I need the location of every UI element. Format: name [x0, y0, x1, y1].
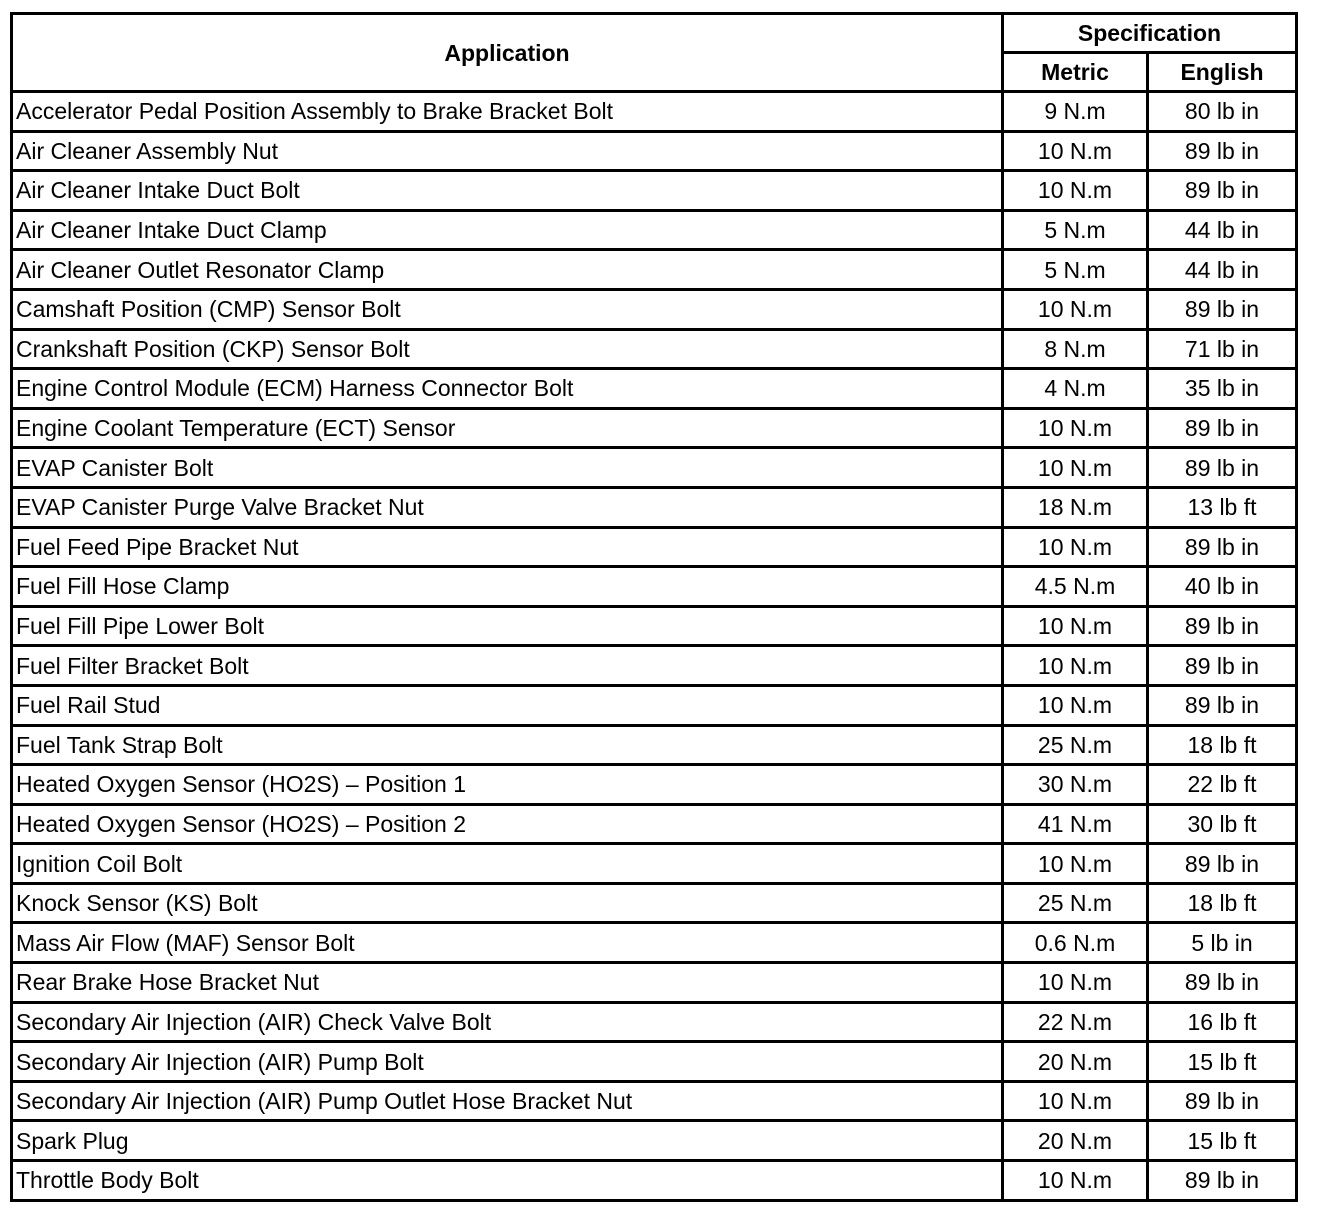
table-row [12, 92, 1297, 132]
table-row [12, 448, 1297, 488]
table-row [12, 923, 1297, 963]
table-row [12, 131, 1297, 171]
application-cell: EVAP Canister Purge Valve Bracket Nut [12, 487, 1003, 527]
table-row [12, 765, 1297, 805]
english-value-cell: 89 lb in [1148, 448, 1297, 488]
english-value-cell: 16 lb ft [1148, 1002, 1297, 1042]
english-value-cell: 89 lb in [1148, 527, 1297, 567]
english-value-cell: 80 lb in [1148, 92, 1297, 132]
metric-value-cell: 10 N.m [1003, 1081, 1148, 1121]
application-cell: Fuel Fill Pipe Lower Bolt [12, 606, 1003, 646]
table-row [12, 804, 1297, 844]
metric-value-cell: 10 N.m [1003, 131, 1148, 171]
application-cell: Spark Plug [12, 1121, 1003, 1161]
metric-value-cell: 25 N.m [1003, 883, 1148, 923]
metric-value-cell: 10 N.m [1003, 448, 1148, 488]
english-value-cell: 89 lb in [1148, 171, 1297, 211]
english-value-cell: 18 lb ft [1148, 725, 1297, 765]
english-value-cell: 15 lb ft [1148, 1121, 1297, 1161]
english-value-cell: 71 lb in [1148, 329, 1297, 369]
application-cell: Camshaft Position (CMP) Sensor Bolt [12, 289, 1003, 329]
table-row [12, 1042, 1297, 1082]
table-row [12, 883, 1297, 923]
table-row [12, 210, 1297, 250]
application-cell: Crankshaft Position (CKP) Sensor Bolt [12, 329, 1003, 369]
application-cell: Secondary Air Injection (AIR) Pump Bolt [12, 1042, 1003, 1082]
english-value-cell: 44 lb in [1148, 250, 1297, 290]
application-cell: Secondary Air Injection (AIR) Check Valve Bolt [12, 1002, 1003, 1042]
metric-value-cell: 41 N.m [1003, 804, 1148, 844]
english-value-cell: 89 lb in [1148, 289, 1297, 329]
english-value-cell: 5 lb in [1148, 923, 1297, 963]
table-row [12, 1002, 1297, 1042]
english-value-cell: 30 lb ft [1148, 804, 1297, 844]
application-cell: Fuel Filter Bracket Bolt [12, 646, 1003, 686]
english-value-cell: 89 lb in [1148, 408, 1297, 448]
application-cell: Engine Control Module (ECM) Harness Connector Bolt [12, 369, 1003, 409]
metric-value-cell: 0.6 N.m [1003, 923, 1148, 963]
english-value-cell: 89 lb in [1148, 844, 1297, 884]
metric-value-cell: 25 N.m [1003, 725, 1148, 765]
table-row [12, 567, 1297, 607]
application-cell: Throttle Body Bolt [12, 1161, 1003, 1201]
table-row [12, 408, 1297, 448]
english-value-cell: 89 lb in [1148, 1161, 1297, 1201]
table-row [12, 685, 1297, 725]
english-value-cell: 89 lb in [1148, 646, 1297, 686]
application-cell: Fuel Feed Pipe Bracket Nut [12, 527, 1003, 567]
table-row [12, 606, 1297, 646]
metric-value-cell: 10 N.m [1003, 646, 1148, 686]
metric-value-cell: 18 N.m [1003, 487, 1148, 527]
metric-value-cell: 8 N.m [1003, 329, 1148, 369]
specification-column-header: Specification [1003, 14, 1297, 53]
metric-value-cell: 10 N.m [1003, 963, 1148, 1003]
application-cell: Ignition Coil Bolt [12, 844, 1003, 884]
metric-value-cell: 10 N.m [1003, 527, 1148, 567]
table-row [12, 844, 1297, 884]
metric-value-cell: 5 N.m [1003, 250, 1148, 290]
metric-value-cell: 30 N.m [1003, 765, 1148, 805]
application-cell: Air Cleaner Outlet Resonator Clamp [12, 250, 1003, 290]
table-row [12, 171, 1297, 211]
table-row [12, 487, 1297, 527]
application-cell: Fuel Tank Strap Bolt [12, 725, 1003, 765]
metric-value-cell: 10 N.m [1003, 289, 1148, 329]
english-value-cell: 18 lb ft [1148, 883, 1297, 923]
english-value-cell: 89 lb in [1148, 131, 1297, 171]
application-cell: Fuel Rail Stud [12, 685, 1003, 725]
english-value-cell: 22 lb ft [1148, 765, 1297, 805]
english-value-cell: 40 lb in [1148, 567, 1297, 607]
english-value-cell: 89 lb in [1148, 963, 1297, 1003]
english-value-cell: 13 lb ft [1148, 487, 1297, 527]
metric-value-cell: 5 N.m [1003, 210, 1148, 250]
metric-value-cell: 22 N.m [1003, 1002, 1148, 1042]
table-row [12, 963, 1297, 1003]
table-header [12, 14, 1297, 92]
metric-value-cell: 10 N.m [1003, 171, 1148, 211]
english-value-cell: 89 lb in [1148, 1081, 1297, 1121]
application-cell: Knock Sensor (KS) Bolt [12, 883, 1003, 923]
metric-value-cell: 9 N.m [1003, 92, 1148, 132]
application-column-header: Application [12, 14, 1003, 92]
metric-value-cell: 4.5 N.m [1003, 567, 1148, 607]
metric-value-cell: 10 N.m [1003, 1161, 1148, 1201]
application-cell: Air Cleaner Intake Duct Bolt [12, 171, 1003, 211]
table-row [12, 250, 1297, 290]
application-cell: Heated Oxygen Sensor (HO2S) – Position 2 [12, 804, 1003, 844]
table-row [12, 725, 1297, 765]
table-row [12, 527, 1297, 567]
application-cell: Heated Oxygen Sensor (HO2S) – Position 1 [12, 765, 1003, 805]
application-cell: Air Cleaner Intake Duct Clamp [12, 210, 1003, 250]
table-row [12, 1161, 1297, 1201]
table-row [12, 329, 1297, 369]
table-row [12, 1081, 1297, 1121]
table-row [12, 289, 1297, 329]
table-row [12, 646, 1297, 686]
table-row [12, 369, 1297, 409]
metric-value-cell: 10 N.m [1003, 606, 1148, 646]
application-cell: EVAP Canister Bolt [12, 448, 1003, 488]
metric-value-cell: 20 N.m [1003, 1042, 1148, 1082]
metric-value-cell: 10 N.m [1003, 844, 1148, 884]
metric-value-cell: 10 N.m [1003, 685, 1148, 725]
application-cell: Air Cleaner Assembly Nut [12, 131, 1003, 171]
english-value-cell: 15 lb ft [1148, 1042, 1297, 1082]
english-column-header: English [1148, 53, 1297, 92]
table-body [12, 92, 1297, 1201]
english-value-cell: 89 lb in [1148, 606, 1297, 646]
english-value-cell: 89 lb in [1148, 685, 1297, 725]
application-cell: Rear Brake Hose Bracket Nut [12, 963, 1003, 1003]
metric-column-header: Metric [1003, 53, 1148, 92]
application-cell: Secondary Air Injection (AIR) Pump Outlet Hose Bracket Nut [12, 1081, 1003, 1121]
table-row [12, 1121, 1297, 1161]
english-value-cell: 44 lb in [1148, 210, 1297, 250]
application-cell: Fuel Fill Hose Clamp [12, 567, 1003, 607]
application-cell: Accelerator Pedal Position Assembly to Brake Bracket Bolt [12, 92, 1003, 132]
metric-value-cell: 10 N.m [1003, 408, 1148, 448]
application-cell: Mass Air Flow (MAF) Sensor Bolt [12, 923, 1003, 963]
metric-value-cell: 4 N.m [1003, 369, 1148, 409]
application-cell: Engine Coolant Temperature (ECT) Sensor [12, 408, 1003, 448]
torque-specification-table [10, 12, 1298, 1202]
metric-value-cell: 20 N.m [1003, 1121, 1148, 1161]
english-value-cell: 35 lb in [1148, 369, 1297, 409]
